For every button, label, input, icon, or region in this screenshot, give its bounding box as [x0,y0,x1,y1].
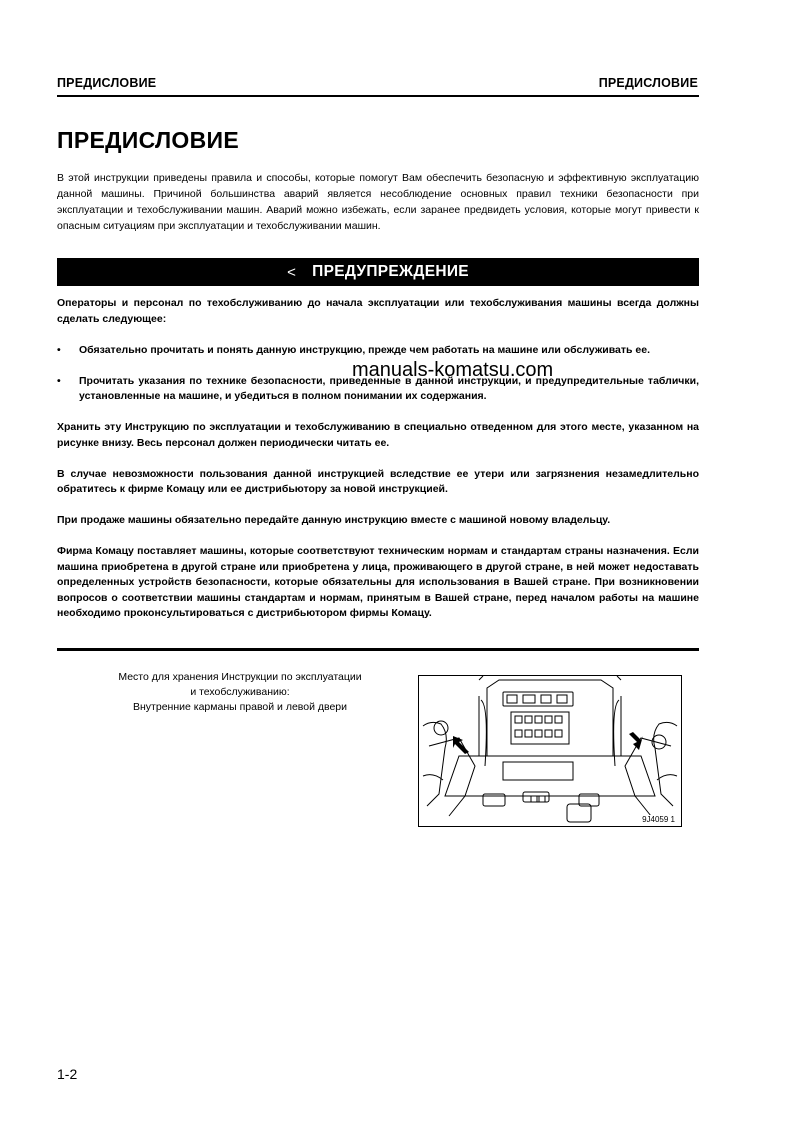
bullet-icon: • [57,343,61,356]
running-header-left: ПРЕДИСЛОВИЕ [57,76,157,90]
warning-end-rule [57,648,699,651]
warning-icon: < [287,263,297,281]
page-number: 1-2 [57,1066,78,1082]
warning-bullet-text: Прочитать указания по технике безопасности, приведенные в данной инструкции, и предупредительные таблички, установленные на машине, и убедиться в полном понимании их содержания. [79,374,699,402]
header-rule [57,95,699,97]
watermark: manuals-komatsu.com [352,359,554,381]
caption-line: и техобслуживанию: [190,686,290,698]
warning-lead: Операторы и персонал по техобслуживанию до начала эксплуатации или техобслуживания машины всегда должны сделать следующее: [57,297,699,325]
warning-bullet [57,343,699,359]
caption-line: Место для хранения Инструкции по эксплуатации [118,671,362,683]
figure-caption [90,670,390,715]
intro-paragraph: В этой инструкции приведены правила и способы, которые помогут Вам обеспечить безопасную и эффективную эксплуатацию данной машины. Причиной большинства аварий является несоблюдение основных правил техники безопасности при эксплуатации и техобслуживании машин. Аварий можно избежать, если заранее предвидеть условия, которые могут привести к опасным ситуациям при эксплуатации и техобслуживании машин. [57,172,699,232]
warning-body [57,296,699,637]
caption-line: Внутренние карманы правой и левой двери [133,701,347,713]
warning-paragraph: В случае невозможности пользования данной инструкцией вследствие ее утери или загрязнения незамедлительно обратитесь к фирме Комацу или ее дистрибьютору за новой инструкцией. [57,467,699,495]
warning-paragraph: При продаже машины обязательно передайте данную инструкцию вместе с машиной новому владельцу. [57,514,611,526]
warning-banner [57,258,699,286]
figure-code: 9J4059 1 [642,815,675,824]
warning-paragraph: Фирма Комацу поставляет машины, которые соответствуют техническим нормам и стандартам страны назначения. Если машина приобретена в другой стране или приобретена у лица, проживающего в другой стране, в ней может недоставать определенных устройств безопасности, которые обязательны для использования в Вашей стране. При возникновении вопросов о соответствии машины стандартам и нормам, принятым в Вашей стране, перед началом работы на машине необходимо проконсультироваться с дистрибьютором фирмы Комацу. [57,545,699,619]
warning-label: ПРЕДУПРЕЖДЕНИЕ [312,263,469,280]
left-pointer-arrow-icon [453,736,469,754]
page-title: ПРЕДИСЛОВИЕ [57,127,239,153]
cab-interior-illustration [418,675,682,827]
warning-bullet-text: Обязательно прочитать и понять данную инструкцию, прежде чем работать на машине или обслуживать ее. [79,343,651,356]
warning-paragraph: Хранить эту Инструкцию по эксплуатации и техобслуживанию в специально отведенном для этого месте, указанном на рисунке внизу. Весь персонал должен периодически читать ее. [57,421,699,449]
cab-drawing [419,676,681,826]
bullet-icon: • [57,374,61,387]
running-header-right: ПРЕДИСЛОВИЕ [598,76,698,90]
